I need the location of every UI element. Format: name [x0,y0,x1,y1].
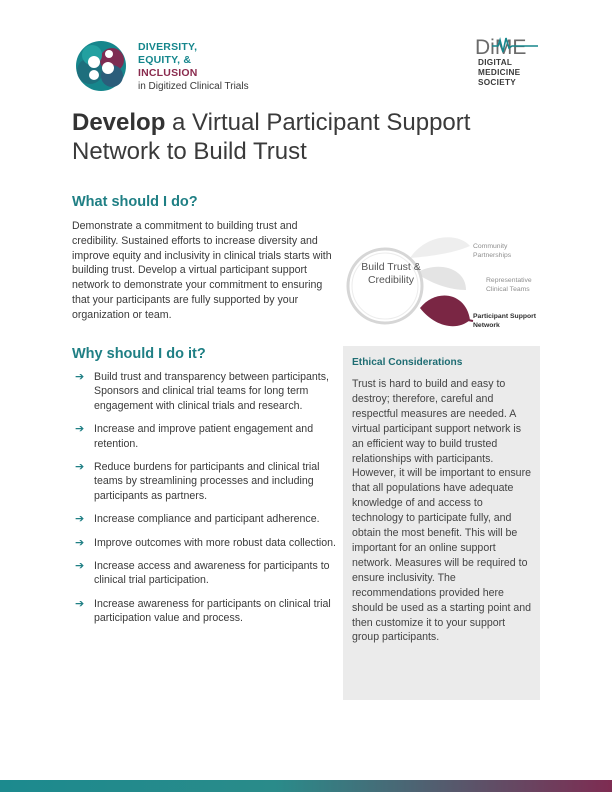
dei-line-1: DIVERSITY, [138,41,198,53]
list-item-text: Increase and improve patient engagement and retention. [94,423,314,450]
diagram-label-community: Community Partnerships [473,243,512,259]
petal-community [410,237,470,258]
list-item [72,536,342,550]
list-item-text: Increase awareness for participants on clinical trial participation value and process. [94,597,331,625]
list-item [72,512,342,526]
diagram-label-participant: Participant Support Network [473,313,537,329]
why-heading: Why should I do it? [72,346,206,362]
dei-logo-icon [72,38,130,94]
petal-participant-active [420,296,470,327]
why-list [72,370,342,635]
dime-logo-text [478,58,520,88]
list-item-text: Increase access and awareness for participants to clinical trial participation. [94,560,330,587]
ethics-heading: Ethical Considerations [352,357,463,368]
dime-line-3: SOCIETY [478,78,517,87]
arrow-right-icon: ➔ [75,536,85,549]
list-item [72,370,342,413]
arrow-right-icon: ➔ [75,371,85,383]
dime-wordmark: DiME [475,36,527,59]
what-heading: What should I do? [72,194,198,210]
arrow-right-icon: ➔ [75,423,85,436]
list-item [72,559,342,588]
list-item [72,460,342,503]
dime-line-1: DIGITAL [478,58,513,67]
dei-line-3: INCLUSION [138,67,198,79]
footer-gradient-bar [0,780,612,792]
diagram-label-representative: Representative Clinical Teams [486,277,532,293]
arrow-right-icon: ➔ [75,560,85,573]
list-item-text: Reduce burdens for participants and clinical trial teams by streamlining processes and including participants as partners. [94,461,320,502]
page-title [72,108,542,166]
arrow-right-icon: ➔ [75,597,85,610]
list-item-text: Increase compliance and participant adherence. [94,513,320,526]
dei-line-4: in Digitized Clinical Trials [138,81,249,92]
list-item [72,422,342,451]
list-item-text: Build trust and transparency between participants, Sponsors and clinical trial teams for long term engagement with clinical trials and research. [94,371,329,412]
list-item [72,597,342,626]
dei-line-2: EQUITY, & [138,54,192,66]
list-item-text: Improve outcomes with more robust data collection. [94,536,337,549]
title-rest: a Virtual Participant Support Network to Build Trust [72,109,471,165]
what-body: Demonstrate a commitment to building trust and credibility. Sustained efforts to increase diversity and improve equity and inclusivity in clinical trials starts with building trust. Develop a virtual participant support network to demonstrate your commitment to ensuring that your participants are fully supported by your organization or team. [72,220,332,321]
ethics-body: Trust is hard to build and easy to destroy; therefore, careful and respectful measures are needed. A virtual participant support network is an efficient way to build trusted relationships with participants. However, it will be important to ensure that all populations have adequate knowledge of and access to technology to participate fully, and obtain the most benefit. This will be important for an online support network. Measures will be required to ensure inclusivity. The recommendations provided here should be used as a starting point and then customize it to your support group participants. [352,378,532,644]
dei-logo-text [138,41,249,93]
arrow-right-icon: ➔ [75,513,85,526]
diagram-center-text: Build Trust & Credibility [361,261,421,286]
title-bold: Develop [72,109,166,136]
dime-line-2: MEDICINE [478,68,521,77]
arrow-right-icon: ➔ [75,461,85,474]
